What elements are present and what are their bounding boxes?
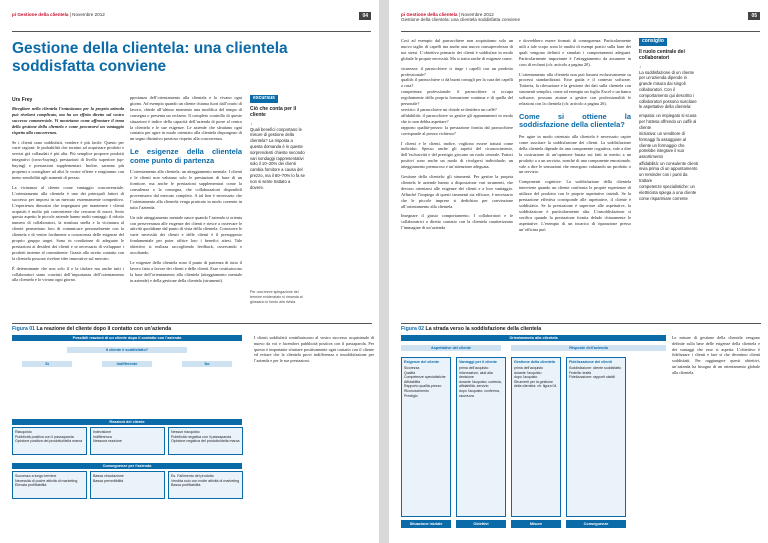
diagram-question: Il cliente è soddisfatto? bbox=[67, 347, 187, 353]
answer-indifferent: Indifferente bbox=[102, 361, 152, 367]
sidebar-text: La soddisfazione di un cliente per un’azienda dipende in grande misura dai singoli collaboratori. Con il comportamento qui descritto i collaboratori possono suscitare le aspettative della clientela: bbox=[639, 69, 697, 110]
page-header bbox=[401, 12, 760, 32]
list-item: iniziativa: un venditore di formaggi fa assaggiare al cliente un formaggio che potrebbe integrare il suo assortimento bbox=[639, 131, 687, 160]
reaction-box: Riacquisto Pubblicità positiva con il passaparola Opinione positiva del prodotto/della marca bbox=[12, 427, 87, 455]
diagram-top: Possibili reazioni di un cliente dopo il contatto con l’azienda bbox=[12, 335, 242, 341]
paragraph: È determinante che non solo il o la titolare ma anche tutti i collaboratori siano convinti dell’importanza dell’orientamento alla clientela e lo vivano ogni giorno. bbox=[12, 265, 124, 283]
paragraph: Se i clienti sono soddisfatti, vendere è più facile. Questo per varie ragioni: le probabilità che tornino ad acquistare prodotti e servizi già collaudati è più alta. Più semplice proporre prodotti integrativi (cross-buying), prestazioni di livello superiore (up-buying) e prestazioni supplementari. Inoltre, saranno più propensi a consigliare ad altri le vostre offerte e reagiranno con meno sensibilità agli aumenti di prezzo. bbox=[12, 139, 124, 180]
page-right bbox=[389, 0, 768, 543]
sidebar-tag: excursus bbox=[250, 95, 278, 103]
reaction-box: Nessun riacquisto Pubblicità negativa con il passaparola Opinione negativa del prodotto/della marca bbox=[168, 427, 243, 455]
sidebar-title: Il ruolo centrale dei collaboratori bbox=[639, 48, 685, 61]
list-item: empatia: un impiegato si scusa per l’attesa offrendo un caffè al cliente bbox=[639, 113, 697, 130]
paragraph: pportanza dell’orientamento alla clientela e lo vivano ogni giorno. Ad esempio quando un cliente chiama fuori dall’orario di lavoro, chiede all’ultimo momento una modifica del tempo di consegna o presenta un reclamo. Il completo controllo di queste situazioni è indice della capacità dell’azienda di porre al centro la clientela e le sue esigenze. Le aziende che sfruttano ogni contatto per agire in modo orientato alla clientela dispongono di un segno distintivo prezioso rispetto alla concorrenza. bbox=[130, 95, 242, 142]
figure-number: Figura 02 bbox=[401, 326, 425, 332]
consequences-header: Conseguenze per l’azienda bbox=[12, 463, 242, 469]
list-item: qualità: il parrucchiere ci dà buoni consigli per la cura dei capelli a casa? bbox=[401, 77, 513, 89]
header-date: | Novembre 2012 bbox=[458, 12, 494, 17]
text-column-2 bbox=[519, 38, 631, 318]
sidebar-consiglio bbox=[639, 38, 699, 318]
figure-caption: La reazione del cliente dopo il contatto con un’azienda bbox=[36, 326, 172, 332]
paragraph: Insegnare il giusto comportamento. I collaboratori e le collaboratrici a diretto contatto con la clientela caratterizzano l’immagine di un’azienda bbox=[401, 213, 513, 231]
arrow-icon: ↓ bbox=[250, 120, 253, 126]
text-column-2 bbox=[130, 95, 242, 317]
sidebar-tag: consiglio bbox=[639, 38, 667, 46]
sidebar-title: Ciò che conta per il cliente bbox=[250, 105, 297, 118]
list-item: competenza professionale: il parrucchiere si occupa regolarmente della propria formazione continua e di quella del personale? bbox=[401, 89, 513, 107]
diagram-column: Fidelizzazione dei clienti Soddisfazione: cliente soddisfatto Fedeltà: lealtà Fidelizzazione: rapporti stabili bbox=[566, 357, 626, 517]
bullet-list bbox=[401, 66, 513, 137]
column-footer: Obiettivi bbox=[456, 520, 506, 528]
section-heading: Come si ottiene la soddisfazione della clientela? bbox=[519, 111, 631, 130]
consequence-box: Bassa vincolazione Bassa prevedibilità bbox=[90, 471, 165, 499]
glossary-note: Per una breve spiegazione del termine evidenziato si rimanda al glossario in fondo alla rivista. bbox=[250, 290, 303, 304]
answer-no: No bbox=[182, 361, 232, 367]
header-section: pi Gestione della clientela bbox=[401, 12, 458, 17]
text-column-1 bbox=[12, 106, 124, 316]
list-item: sicurezza: il parrucchiere ci tinge i capelli con un prodotto professionale? bbox=[401, 65, 513, 77]
author: Urs Frey bbox=[12, 97, 33, 103]
paragraph: Componenti cognitive. La soddisfazione della clientela interviene quando un cliente confronta le proprie esperienze di utilizzo del prodotto con le proprie aspettative iniziali. Se la prestazione effettiva corrisponde alle aspettative, il cliente è soddisfatto. Se la prestazione è superiore alle aspettative, la soddisfazione è particolarmente alta. L’insoddisfazione si verifica quando la prestazione fornita delude chiaramente le aspettative. L’esempio di un incarico di riparazione presso un’officina può bbox=[519, 179, 631, 232]
list-item: rapporto qualità-prezzo: la prestazione fornita dal parrucchiere corrisponde al prezzo richiesto? bbox=[401, 124, 513, 136]
paragraph: e dovrebbero essere formati di conseguenza. Particolarmente utili a tale scopo sono le analisi di esempi pratici sulla base dei quali vengono definiti e simulati i comportamenti adeguati. Particolarmente importante è l’atteggiamento da assumere in caso di reclami (cfr. articolo a pagina 20). bbox=[519, 38, 631, 67]
section-heading: Le esigenze della clientela come punto di partenza bbox=[130, 147, 242, 165]
paragraph: Gestione della clientela: gli strumenti. Per gestire la propria clientela le aziende hanno a disposizione vari strumenti, che devono orientarsi alle esigenze dei clienti e a loro vantaggio. Affinché l’impiego di questi strumenti sia efficace, è necessario che le piccole imprese si dedichino per convinzione all’orientamento alla clientela. bbox=[401, 174, 513, 209]
header-subtitle: Gestione della clientela: una clientela soddisfatta conviene bbox=[401, 17, 521, 22]
page-header bbox=[12, 12, 371, 32]
responses-header: Risposte dell’azienda bbox=[511, 345, 666, 351]
paragraph: Per agire in modo orientato alla clientela è necessario capire come suscitare la soddisfazione dei clienti. La soddisfazione della clientela dipende da una componente cognitiva, vale a dire la costruzione di un’opinione basata sui fatti in merito a un prodotto o a un servizio, nonché di una componente emozionale, vale a dire le sensazioni che emergono valutando un prodotto o un servizio. bbox=[519, 133, 631, 175]
diagram-column: Gestione della clientela prima dell’acquisto durante l’acquisto dopo l’acquisto Strumenti per la gestione della clientela: cfr. figura 04 bbox=[511, 357, 561, 517]
diagram-column: Esigenze del cliente Sicurezza Qualità Competenze specialistiche Affidabilità Rapporto qualità-prezzo Riconoscimento Prestigio bbox=[401, 357, 451, 517]
arrow-icon: ↓ bbox=[639, 63, 642, 69]
answer-yes: Sì bbox=[22, 361, 72, 367]
figure-title bbox=[12, 323, 372, 332]
paragraph: Così ad esempio dal parrucchiere non acquistiamo solo un nuovo taglio di capelli ma anche una nuova consapevolezza di noi stessi. L’obiettivo primario dei clienti è soddisfare in modo globale le proprie necessità. Ma si tratta anche di esigenze come: bbox=[401, 38, 513, 61]
list-item: servizio: il parrucchiere mi chiede se desidero un caffè? bbox=[401, 106, 497, 112]
column-footer: Misure bbox=[511, 520, 561, 528]
page-left bbox=[0, 0, 379, 543]
text-column-1 bbox=[401, 38, 513, 318]
column-footer: Situazione iniziale bbox=[401, 520, 451, 528]
header-section: pi Gestione della clientela bbox=[12, 12, 69, 17]
column-footer: Conseguenze bbox=[566, 520, 626, 528]
paragraph: Un tale atteggiamento mentale nasce quando l’azienda si orienta con perseveranza alle esigenze dei clienti e riesce a osservare le attività quotidiane dal punto di vista della clientela. Conoscere le varie necessità dei clienti e delle clienti è il presupposto fondamentale per poter offrire loro i benefici attesi. Tale obiettivo si realizza raccogliendo feedback, osservando e ascoltando. bbox=[130, 214, 242, 256]
sidebar-excursus bbox=[250, 95, 305, 317]
sidebar-text: Quali benefici conportano le misure di gestione della clientela? La risposta a questa domanda è in queste sorprendenti chieste secondo vari sondaggi rappresentativi solo il 10–20% dei clienti cambia fornitore a causa del prezzo, ma il 60–70% lo fa se non si sente trattato a dovere. bbox=[250, 126, 305, 190]
paragraph: Le esigenze della clientela sono il punto di partenza di tutto il lavoro fatto a favore dei clienti e delle clienti. Esse costituiscono la base dell’orientamento alla clientela (atteggiamento mentale in aziende) e della gestione della clientela (strumenti). bbox=[130, 259, 242, 283]
list-item: competenze specialistiche: un elettricista spiega a una cliente come risparmiare corrente bbox=[639, 184, 697, 201]
page-number: 05 bbox=[748, 12, 760, 20]
diagram-column: Vantaggi per il cliente prima dell’acquisto: informazioni, aiuti alla decisione durante l’acquisto: cortesia, affidabilità, servizio dopo l’acquisto: conferma, sicurezza bbox=[456, 357, 506, 517]
list-item: affidabilità: un consulente clienti invia prima di un appuntamento un reminder con i punti da trattare bbox=[639, 160, 699, 183]
header-date: | Novembre 2012 bbox=[69, 12, 105, 17]
lead-paragraph: Rivegliare nella clientela l’entusiasmo per la propria azienda può rivelarsi complicato, ma ha un effetto diretto sul vostro successo commerciale. Vi mostriamo come affrontare il tema della gestione della clientela e come procurarvi un vantaggio rispetto alla concorrenza. bbox=[12, 106, 124, 135]
figure-1-text: I clienti soddisfatti contribuiscono al vostro successo acquistando di nuovo da voi e facendovi pubblicità positiva con il passaparola. Per questo è importante sfruttare positivamente ogni contatto con il cliente ed evitare che la clientela provi indifferenza o insoddisfazione per l’azienda e per le sue prestazioni. bbox=[254, 335, 374, 364]
paragraph: L’orientamento alla clientela: un atteggiamento mentale. I clienti e le clienti non valutano solo le prestazioni di base di un fornitore, ma anche le prestazioni supplementari come la consulenza o la consegna, che collaborazioni disponibili provenissero dal mercato completo. A tal fine è necessario che l’orientamento alla clientela venga praticato in modo coerente in tutta l’azienda. bbox=[130, 169, 242, 210]
diagram-top: Orientamento alla clientela bbox=[401, 335, 666, 341]
consequence-box: Successo a lungo termine Necessità di poche attività di marketing Elevata profittabilità bbox=[12, 471, 87, 499]
figure-2-text: Le misure di gestione della clientela vengono definite sulla base delle esigenze della clientela e dei vantaggi che esse si aspetta. L’obiettivo è fidelizzare i clienti e fare sì che diventino clienti soddisfatti. Per raggiungere questi obiettivi, un’azienda ha bisogno di un orientamento globale alla clientela. bbox=[672, 335, 760, 375]
figure-caption: La strada verso la soddisfazione della clientela bbox=[425, 326, 542, 332]
sidebar-list bbox=[639, 113, 699, 201]
page-number: 04 bbox=[359, 12, 371, 20]
reactions-header: Reazioni del cliente bbox=[12, 419, 242, 425]
paragraph: I clienti e le clienti, inoltre, vogliono essere trattati come individui. Spesso anche gli aspetti del riconoscimento, dell’esclusività e del prestigio giocano un ruolo centrale. Fattori positivi sono anche un modo di rivolgersi individuale, un atteggiamento premuroso e un’attenzione adeguata. bbox=[401, 140, 513, 170]
article-title: Gestione della clientela: una clientela soddisfatta conviene bbox=[12, 40, 288, 75]
figure-title bbox=[401, 323, 761, 332]
figure-1-diagram bbox=[12, 335, 374, 535]
consequence-box: Es. Fallimento del prodotto Vendita solo con molte attività di marketing Bassa profittabilità bbox=[168, 471, 243, 499]
figure-2-diagram bbox=[401, 335, 666, 535]
figure-number: Figura 01 bbox=[12, 326, 36, 332]
expectations-header: Aspettative del cliente bbox=[401, 345, 501, 351]
reaction-box: Indecisione Indifferenza Nessuna reazione bbox=[90, 427, 165, 455]
paragraph: La vicinanza al cliente come vantaggio concorrenziale. L’orientamento alla clientela è uno dei principali fattori di successo per imporsi in un mercato estremamente competitivo. L’esperienza dimostra che impegnarsi per mantenere i clienti acquisiti è molto più conveniente che cercarne di nuovi. Sotto questo aspetto le piccole aziende hanno molti vantaggi: il ridotto numero di collaboratori, la struttura snella e la vicinanza al cliente permettono loro di comunicare personalmente con la clientela e di venire facilmente a conoscenza delle esigenze del proprio gruppo target. Sono in condizione di adeguare le prestazioni ai desideri dei clienti e se necessario di sviluppare i prodotti insieme al committente. Grazie allo stretto contatto con la clientela possono rivelare idee innovative sul mercato. bbox=[12, 184, 124, 261]
paragraph: L’orientamento alla clientela non può basarsi esclusivamente su processi standardizzati. Esse guida e il contesto software. Tuttavia, la rilevazione e la gestione dei dati sulla clientela con strumenti semplici, come ad esempio un foglio Excel o un banca software, possono aiutare a gestire con professionalità le relazioni con la clientela (cfr. articolo a pagina 26). bbox=[519, 71, 631, 107]
list-item: affidabilità: il parrucchiere sa gestire gli appuntamenti in modo che io non debba aspettare? bbox=[401, 112, 513, 124]
